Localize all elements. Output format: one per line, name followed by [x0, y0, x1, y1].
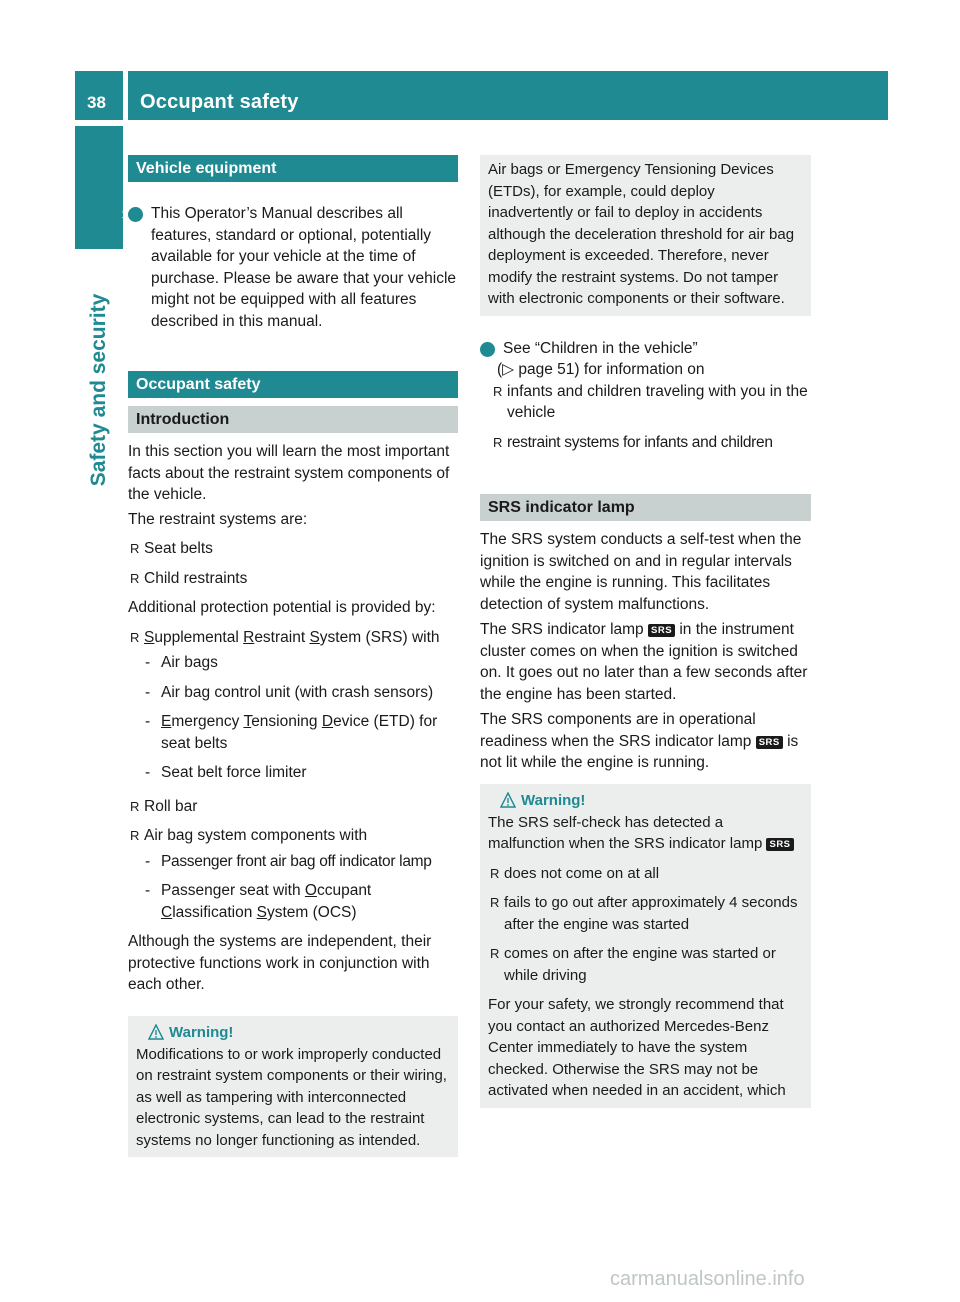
page-number: 38: [87, 93, 106, 112]
info-icon: i: [480, 342, 495, 357]
sub-list-item: - Air bags: [128, 652, 458, 674]
srs-warning-box: [480, 784, 811, 1108]
srs-lamp-icon: SRS: [756, 736, 783, 749]
list-item: R Seat belts: [128, 538, 458, 560]
chapter-title: Occupant safety: [140, 91, 299, 113]
warning-box: [128, 1016, 458, 1158]
warning-text: Modifications to or work improperly conducted on restraint system components or their wiring, as well as tampering with interconnected electronic systems, can lead to the restraint systems no longer functioning as intended.: [136, 1045, 447, 1149]
sub-list-item: - Air bag control unit (with crash sensors): [128, 682, 458, 704]
list-item: R comes on after the engine was started or while driving: [488, 943, 803, 986]
warning-closing: For your safety, we strongly recommend that you contact an authorized Mercedes-Benz Center immediately to have the system checked. Otherwise the SRS may not be activated when needed in an accident, which: [488, 996, 786, 1099]
list-item: R Air bag system components with: [128, 825, 458, 847]
closing-paragraph: Although the systems are independent, their protective functions work in conjunction with each other.: [128, 933, 432, 993]
sub-list-item: - Seat belt force limiter: [128, 762, 458, 784]
warning-heading: [136, 1022, 450, 1044]
warning-title: Warning!: [169, 1023, 234, 1041]
continued-warning-box: Air bags or Emergency Tensioning Devices (ETDs), for example, could deploy inadvertently or fail to deploy in accidents although the deceleration threshold for air bag deployment is exceeded. Therefore, never modify the restraint systems. Do not tamper with electronic components or their software.: [480, 155, 811, 316]
left-column: [121, 155, 458, 1157]
list-item: R does not come on at all: [488, 863, 803, 885]
restraint-list-intro: The restraint systems are:: [128, 510, 308, 528]
ocs-sub-list-item: - Passenger seat with Occupant Classification System (OCS): [128, 880, 458, 923]
sub-list-item: - Passenger front air bag off indicator lamp: [128, 851, 458, 873]
info-icon: i: [128, 207, 143, 222]
additional-protection-text: Additional protection potential is provided by:: [128, 599, 436, 616]
srs-lamp-icon: SRS: [766, 838, 793, 851]
srs-lamp-icon: SRS: [648, 624, 675, 637]
warning-intro: The SRS self-check has detected a malfunction when the SRS indicator lamp SRS: [488, 812, 803, 855]
srs-paragraph-3: The SRS components are in operational readiness when the SRS indicator lamp SRS is not lit while the engine is running.: [480, 711, 799, 771]
occupant-safety-heading: Occupant safety: [128, 371, 458, 398]
intro-paragraph: In this section you will learn the most important facts about the restraint system components of the vehicle.: [128, 443, 450, 503]
right-column: [473, 155, 811, 1108]
page-number-block: [75, 71, 123, 120]
warning-triangle-icon: [500, 792, 516, 808]
srs-paragraph-1: The SRS system conducts a self-test when the ignition is switched on and in regular intervals while the engine is running. This facilitates detection of system malfunctions.: [480, 531, 802, 613]
srs-paragraph-2: The SRS indicator lamp SRS in the instrument cluster comes on when the ignition is switched on. It goes out no later than a few seconds after the engine has been started.: [480, 621, 808, 703]
srs-indicator-heading: SRS indicator lamp: [480, 494, 811, 521]
warning-triangle-icon: [148, 1024, 164, 1040]
list-item: R fails to go out after approximately 4 seconds after the engine was started: [488, 892, 803, 935]
list-item: R Child restraints: [128, 568, 458, 590]
list-item: R Roll bar: [128, 796, 458, 818]
info-note-text: This Operator’s Manual describes all features, standard or optional, potentially available for your vehicle at the time of purchase. Please be aware that your vehicle might not be equipped with all features described in this manual.: [151, 205, 457, 330]
page-reference: (▷ page 51) for information on: [497, 361, 705, 378]
chapter-header: [128, 71, 888, 120]
list-item: R restraint systems for infants and children: [491, 432, 811, 454]
side-tab-block: [75, 126, 123, 249]
etd-sub-list-item: - Emergency Tensioning Device (ETD) for seat belts: [128, 711, 458, 754]
vehicle-equipment-heading: Vehicle equipment: [128, 155, 458, 182]
list-item: R infants and children traveling with you in the vehicle: [491, 381, 811, 424]
watermark: carmanualsonline.info: [610, 1268, 805, 1290]
warning-heading: [488, 790, 803, 812]
warning-title: Warning!: [521, 791, 586, 809]
introduction-heading: Introduction: [128, 406, 458, 433]
srs-list-item: R Supplemental Restraint System (SRS) with: [128, 627, 458, 649]
side-section-label: Safety and security: [87, 293, 110, 487]
info-note: [121, 203, 458, 332]
see-also-note: i See “Children in the vehicle”: [473, 339, 698, 357]
